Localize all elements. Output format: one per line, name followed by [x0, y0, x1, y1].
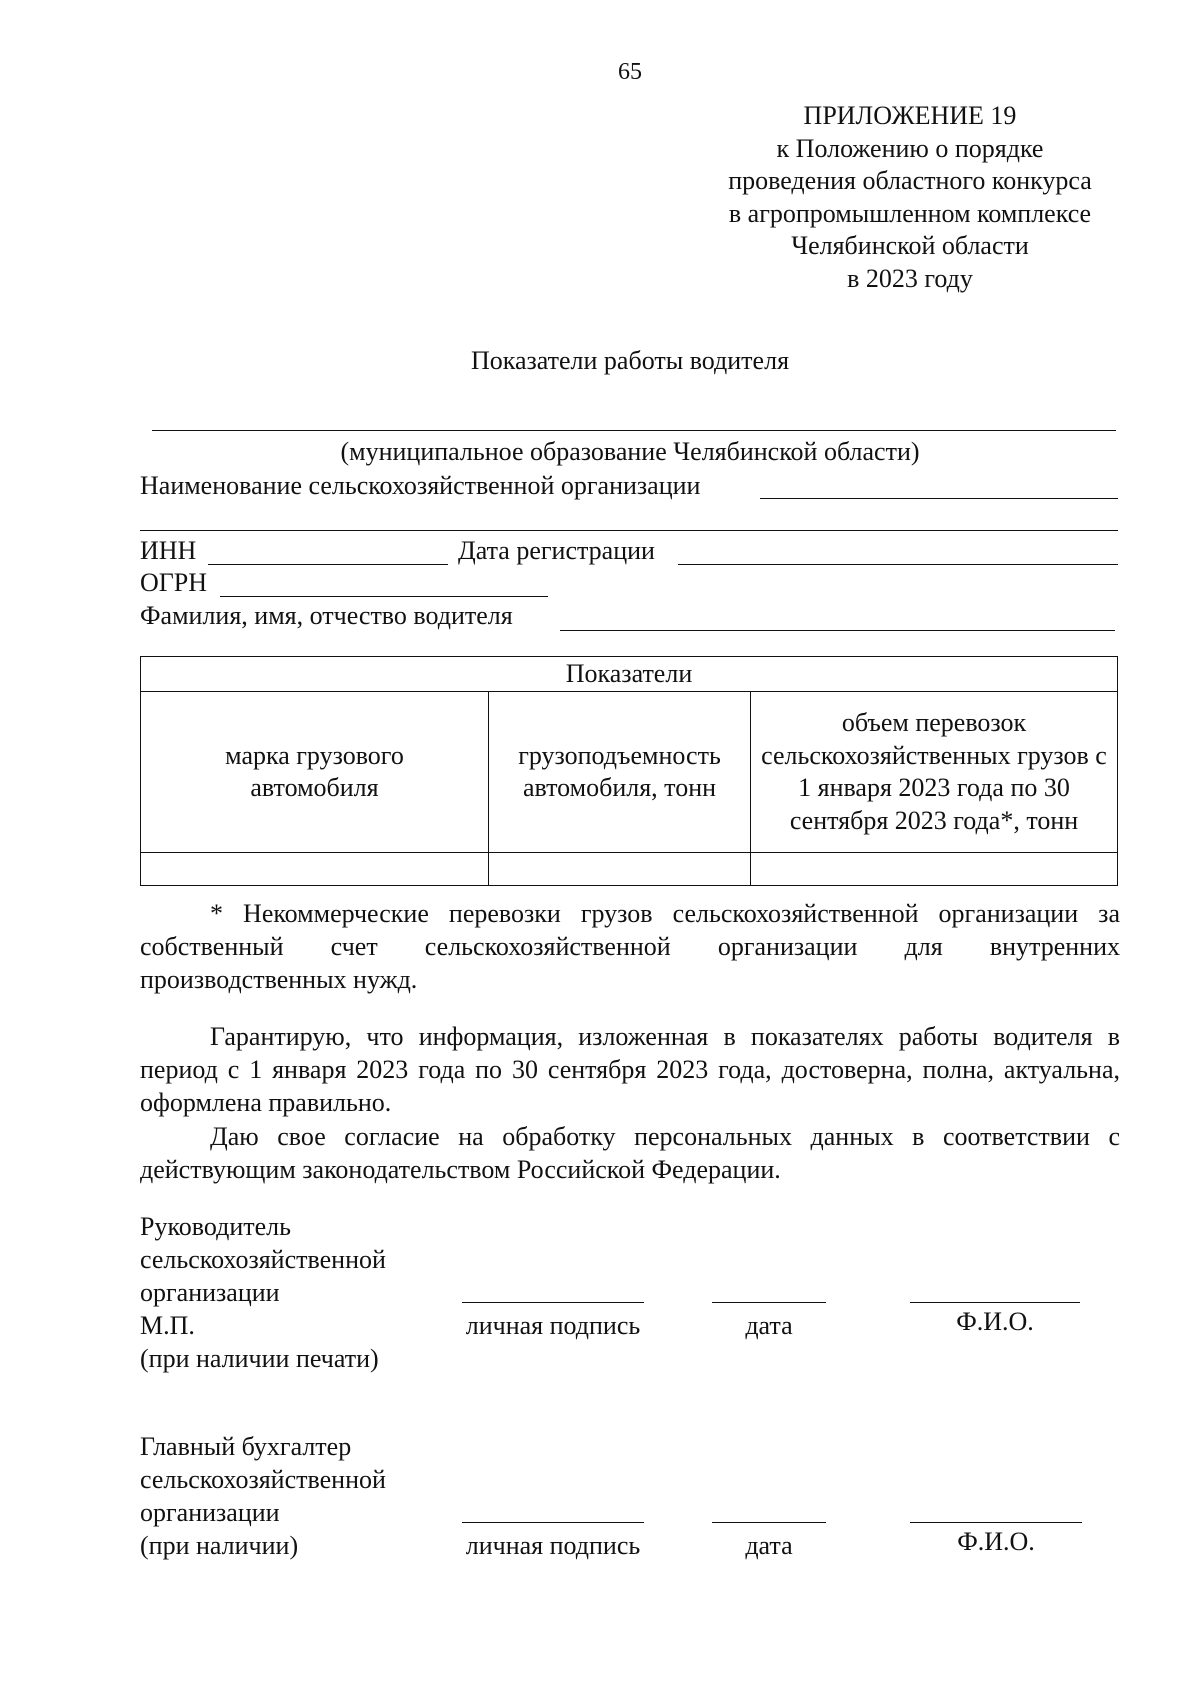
stamp-label: М.П.	[140, 1311, 195, 1340]
table-cell[interactable]	[141, 853, 489, 886]
inn-label: ИНН	[140, 536, 197, 565]
table-column-headers	[141, 692, 1118, 853]
organization-label: Наименование сельскохозяйственной организации	[140, 471, 701, 500]
accountant-date-line[interactable]	[712, 1522, 826, 1523]
stamp-note: (при наличии печати)	[140, 1344, 379, 1373]
ogrn-blank-line	[220, 596, 548, 597]
head-signature-line[interactable]	[462, 1302, 644, 1303]
table-group-header-row	[141, 657, 1118, 692]
appendix-header	[700, 100, 1120, 295]
head-title-line: организации	[140, 1278, 280, 1307]
appendix-title: ПРИЛОЖЕНИЕ 19	[803, 101, 1017, 130]
organization-blank-line-2	[140, 530, 1118, 531]
head-name-caption: Ф.И.О.	[956, 1307, 1034, 1336]
indicators-table	[140, 656, 1118, 886]
organization-blank-line	[760, 498, 1118, 499]
ogrn-label: ОГРН	[140, 568, 208, 597]
accountant-name-line[interactable]	[910, 1522, 1082, 1523]
appendix-line: в агропромышленном комплексе	[728, 198, 1092, 228]
head-title-line: Руководитель	[140, 1212, 291, 1241]
accountant-title-line: Главный бухгалтер	[140, 1432, 352, 1461]
accountant-note: (при наличии)	[140, 1531, 299, 1560]
column-header-load-capacity: грузоподъемность автомобиля, тонн	[489, 692, 751, 853]
appendix-line: к Положению о порядке	[776, 133, 1044, 163]
head-signature-block	[140, 1210, 440, 1375]
head-date-line[interactable]	[712, 1302, 826, 1303]
accountant-signature-block	[140, 1430, 440, 1562]
driver-name-label: Фамилия, имя, отчество водителя	[140, 601, 513, 630]
footnote: * Некоммерческие перевозки грузов сельскохозяйственной организации за собственный счет сельскохозяйственной организации для внутренних производственных нужд.	[140, 899, 1120, 994]
accountant-title-line: организации	[140, 1498, 280, 1527]
accountant-name-caption: Ф.И.О.	[957, 1527, 1035, 1556]
head-name-line[interactable]	[910, 1302, 1080, 1303]
appendix-line: проведения областного конкурса	[728, 166, 1092, 195]
guarantee-text: Гарантирую, что информация, изложенная в показателях работы водителя в период с 1 января 2023 года по 30 сентября 2023 года, достоверна, полна, актуальна, оформлена правильно.	[140, 1022, 1120, 1117]
appendix-line: Челябинской области	[791, 231, 1029, 260]
accountant-date-caption: дата	[745, 1531, 793, 1560]
municipality-caption: (муниципальное образование Челябинской области)	[340, 437, 920, 466]
column-header-truck-brand: марка грузового автомобиля	[141, 692, 489, 853]
consent-text: Даю свое согласие на обработку персональных данных в соответствии с действующим законодательством Российской Федерации.	[140, 1122, 1120, 1184]
column-header-cargo-volume: объем перевозок сельскохозяйственных грузов с 1 января 2023 года по 30 сентября 2023 года*, тонн	[751, 692, 1118, 853]
table-group-header: Показатели	[141, 657, 1118, 692]
accountant-signature-caption: личная подпись	[465, 1531, 641, 1560]
head-date-caption: дата	[745, 1311, 793, 1340]
head-signature-caption: личная подпись	[465, 1311, 641, 1340]
page-number: 65	[618, 59, 642, 85]
accountant-title-line: сельскохозяйственной	[140, 1465, 386, 1494]
inn-blank-line	[208, 564, 448, 565]
document-title: Показатели работы водителя	[470, 346, 790, 375]
table-row	[141, 853, 1118, 886]
registration-date-label: Дата регистрации	[458, 536, 655, 565]
appendix-line: в 2023 году	[847, 263, 973, 293]
head-title-line: сельскохозяйственной	[140, 1245, 386, 1274]
municipality-blank-line	[152, 430, 1116, 431]
accountant-signature-line[interactable]	[462, 1522, 644, 1523]
table-cell[interactable]	[751, 853, 1118, 886]
table-cell[interactable]	[489, 853, 751, 886]
driver-name-blank-line	[560, 630, 1115, 631]
registration-date-blank-line	[678, 564, 1118, 565]
